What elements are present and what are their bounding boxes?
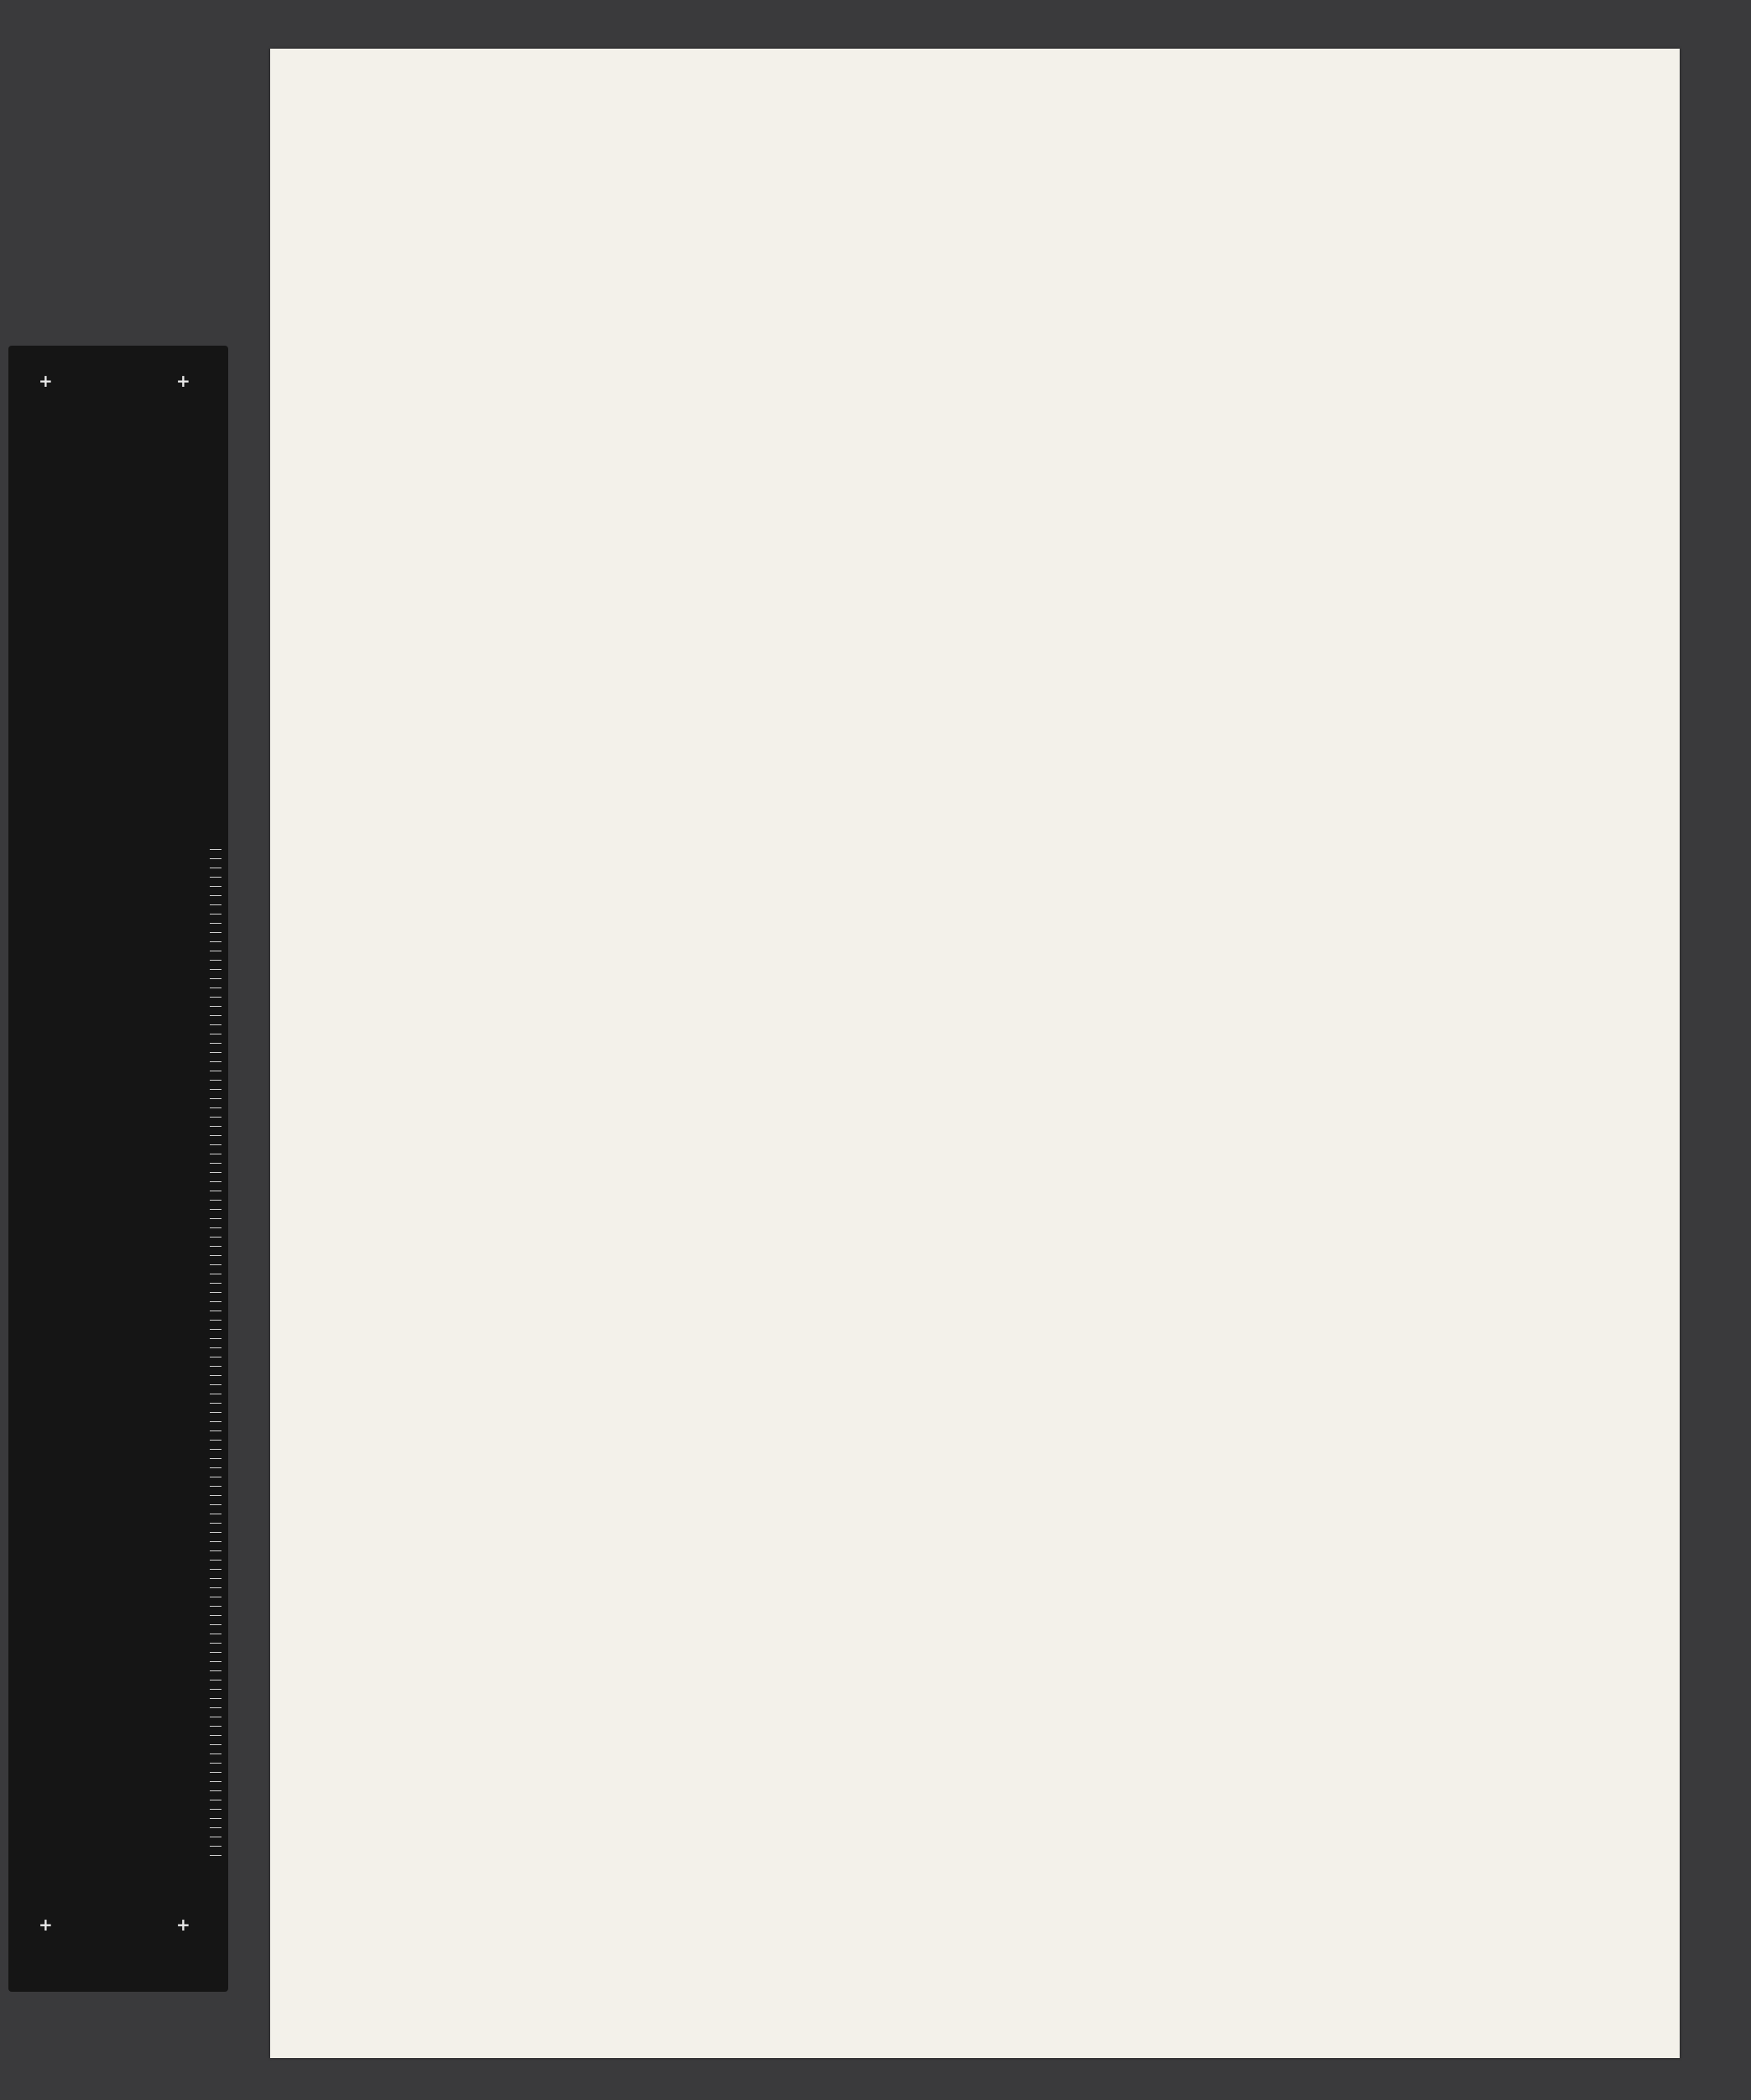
typed-page bbox=[270, 49, 1680, 2058]
plus-mark: + bbox=[39, 1915, 53, 1935]
plus-mark: + bbox=[39, 371, 53, 391]
mm-ruler bbox=[210, 849, 221, 1856]
plus-mark: + bbox=[176, 371, 190, 391]
section-heading bbox=[490, 951, 547, 1032]
plus-mark: + bbox=[176, 1915, 190, 1935]
gray-scale-card bbox=[8, 346, 228, 1992]
